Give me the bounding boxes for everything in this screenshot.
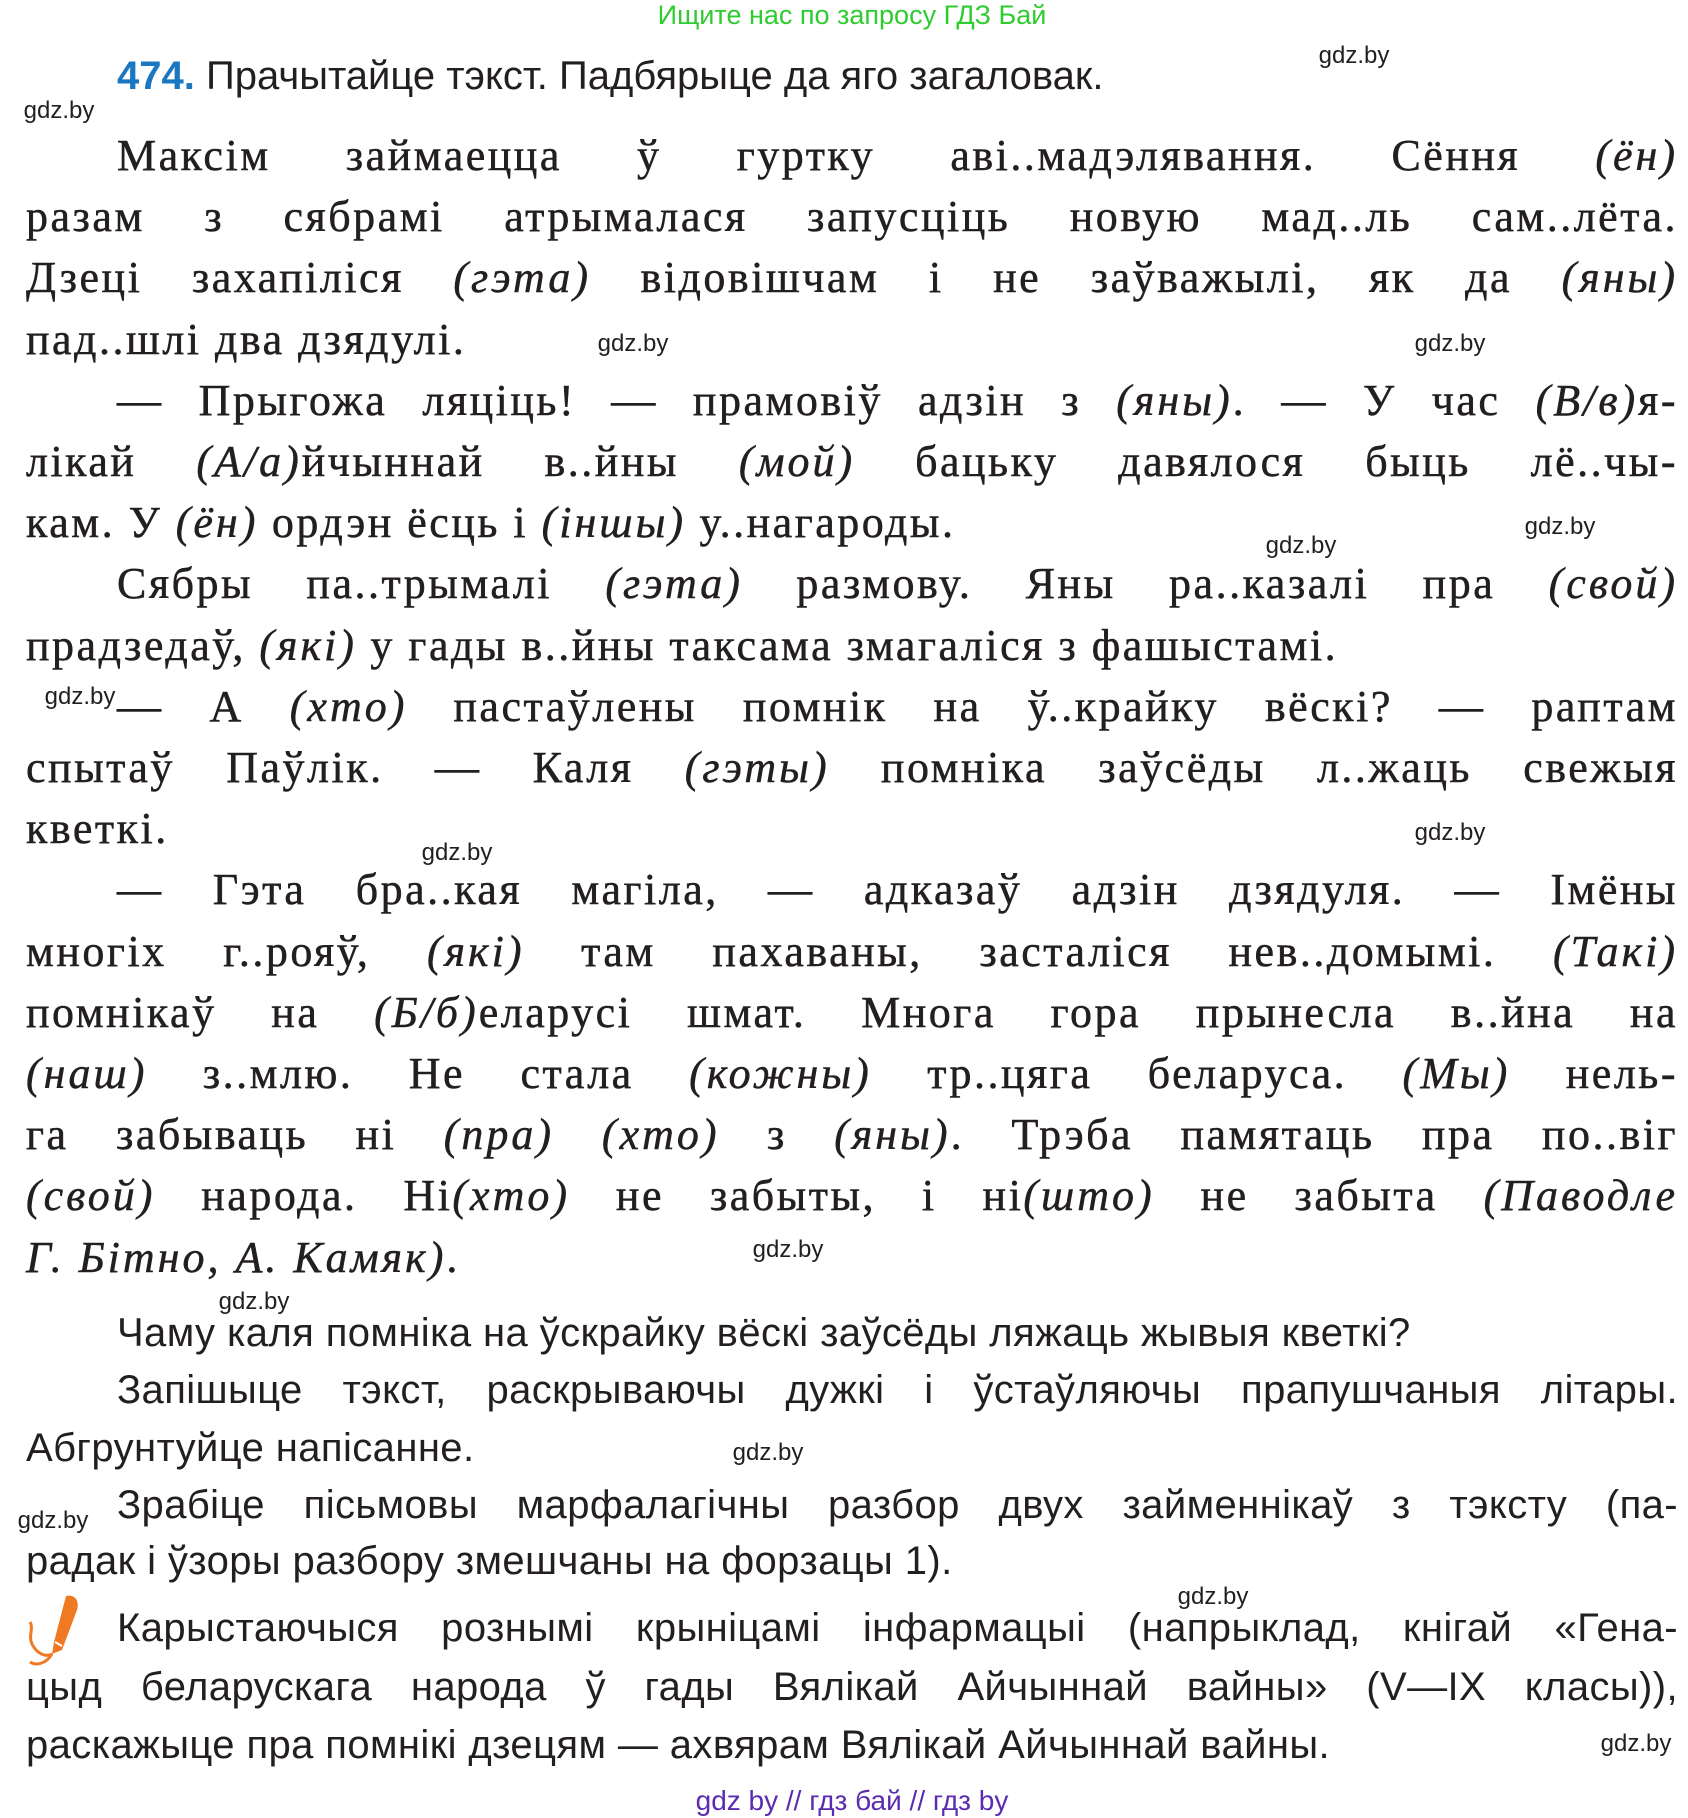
text-segment: з — [719, 1110, 835, 1160]
text-segment: кам. У — [26, 498, 176, 548]
text-segment: га забываць ні — [26, 1110, 444, 1160]
bracket-word: (пра) (хто) — [443, 1110, 720, 1160]
text-segment: прадзедаў, — [26, 620, 260, 670]
watermark: gdz.by — [597, 330, 669, 357]
text-line — [26, 252, 1678, 312]
bracket-word: Г. Бітно, А. Камяк) — [26, 1232, 447, 1282]
text-segment: не забыты, і ні — [570, 1171, 1024, 1221]
watermark: gdz.by — [421, 839, 493, 866]
text-segment: Максім займаецца ў гуртку аві..мадэлявання. Сёння — [117, 131, 1596, 180]
bracket-word: (яны) — [1561, 253, 1678, 303]
text-segment: лікай — [26, 437, 197, 486]
task-line: Запішыце тэкст, раскрываючы дужкі і ўстаўляючы прапушчаныя літары. — [117, 1368, 1678, 1412]
bracket-word: (кожны) — [689, 1049, 872, 1098]
task-line: цыд беларускага народа ў гады Вялікай Айчыннай вайны» (V—IX класы)), — [26, 1665, 1678, 1709]
watermark: gdz.by — [1524, 513, 1596, 540]
watermark: gdz.by — [44, 683, 116, 710]
bracket-word: (што) — [1023, 1171, 1155, 1221]
bracket-word: (Б/б) — [374, 987, 479, 1037]
text-segment: пад..шлі два дзядулі. — [26, 314, 467, 364]
bracket-word: (іншы) — [541, 498, 687, 548]
top-search-hint[interactable]: Ищите нас по запросу ГДЗ Бай — [657, 0, 1047, 30]
exercise-instruction: Прачытайце тэкст. Падбярыце да яго загаловак. — [205, 54, 1104, 98]
bracket-word: (хто) — [452, 1171, 570, 1221]
task-line: Зрабіце пісьмовы марфалагічны разбор двух займеннікаў з тэксту (па- — [117, 1483, 1678, 1527]
watermark: gdz.by — [17, 1507, 89, 1534]
text-segment: помніка заўсёды л..жаць свежыя — [829, 743, 1678, 792]
bracket-word: (Такі) — [1553, 926, 1678, 976]
pen-icon — [22, 1592, 92, 1672]
text-segment: размову. Яны ра..казалі пра — [742, 559, 1549, 609]
text-segment: бацьку давялося быць лё..чы- — [855, 437, 1679, 486]
bracket-word: (наш) — [26, 1049, 148, 1098]
text-line — [26, 1232, 1678, 1292]
text-segment: — Прыгожа ляціць! — прамовіў адзін з — [117, 375, 1117, 425]
bracket-word: (які) — [259, 620, 357, 670]
text-segment: — Гэта бра..кая магіла, — адказаў адзін дзядуля. — Імёны — [117, 865, 1678, 915]
watermark: gdz.by — [1600, 1730, 1672, 1757]
bracket-word: (мой) — [738, 437, 856, 486]
text-segment: народа. Ні — [155, 1171, 453, 1221]
bracket-word: (яны) — [834, 1110, 951, 1160]
text-segment: многіх г..рояў, — [26, 926, 427, 976]
text-segment: помнікаў на — [26, 987, 375, 1037]
bracket-word: (В/в) — [1535, 375, 1639, 425]
text-segment: не забыта — [1154, 1171, 1484, 1221]
text-segment: кветкі. — [26, 804, 169, 854]
text-line — [26, 742, 1678, 802]
bracket-word: (гэты) — [684, 743, 830, 792]
bracket-word: (гэта) — [453, 253, 591, 303]
text-line — [26, 620, 1678, 680]
text-segment: тр..цяга беларуса. — [871, 1049, 1403, 1098]
bracket-word: (хто) — [289, 681, 408, 731]
text-segment: — А — [117, 681, 290, 731]
text-segment: Сябры па..трымалі — [117, 559, 606, 609]
watermark: gdz.by — [23, 97, 95, 124]
task-line: Абгрунтуйце напісанне. — [26, 1426, 475, 1470]
text-segment: спытаў Паўлік. — Каля — [26, 743, 685, 792]
watermark: gdz.by — [1414, 330, 1486, 357]
text-line — [117, 130, 1678, 190]
text-segment: нель- — [1510, 1049, 1678, 1098]
text-line — [26, 497, 1678, 557]
text-line — [117, 864, 1678, 924]
text-segment: відовішчам і не заўважылі, як да — [590, 253, 1562, 303]
text-segment: . — У час — [1232, 375, 1536, 425]
text-segment: Дзеці захапіліся — [26, 253, 454, 303]
text-segment: разам з сябрамі атрымалася запусціць новую мад..ль сам..лёта. — [26, 192, 1678, 242]
watermark: gdz.by — [218, 1288, 290, 1315]
text-segment: еларусі шмат. Многа гора прынесла в..йна на — [478, 987, 1678, 1037]
watermark: gdz.by — [752, 1236, 824, 1263]
bracket-word: (ён) — [1595, 131, 1678, 180]
watermark: gdz.by — [732, 1439, 804, 1466]
exercise-number: 474. — [117, 54, 195, 98]
footer-links[interactable]: gdz by // гдз бай // гдз by — [695, 1785, 1009, 1816]
text-line — [26, 436, 1678, 496]
text-line — [26, 191, 1678, 251]
text-segment: пастаўлены помнік на ў..крайку вёскі? — раптам — [407, 681, 1678, 731]
text-line — [117, 375, 1678, 435]
text-line — [117, 681, 1678, 741]
exercise-header — [117, 50, 1104, 102]
text-segment: з..млю. Не стала — [147, 1049, 690, 1098]
bracket-word: (гэта) — [605, 559, 743, 609]
text-line — [117, 558, 1678, 618]
task-line: радак і ўзоры разбору змешчаны на форзацы 1). — [26, 1539, 953, 1583]
task-line: Карыстаючыся рознымі крыніцамі інфармацыі (напрыклад, кнігай «Гена- — [117, 1606, 1678, 1650]
bracket-word: (які) — [426, 926, 525, 976]
text-segment: у гады в..йны таксама змагаліся з фашыстамі. — [356, 620, 1339, 670]
task-line: раскажыце пра помнікі дзецям — ахвярам Вялікай Айчыннай вайны. — [26, 1723, 1331, 1767]
watermark: gdz.by — [1318, 42, 1390, 69]
bracket-word: (Паводле — [1483, 1171, 1678, 1221]
text-line — [26, 1109, 1678, 1169]
watermark: gdz.by — [1265, 532, 1337, 559]
text-line — [26, 926, 1678, 986]
bracket-word: (ён) — [175, 498, 259, 548]
bracket-word: (свой) — [26, 1171, 156, 1221]
text-line — [26, 987, 1678, 1047]
bracket-word: (Мы) — [1402, 1049, 1511, 1098]
bracket-word: (А/а) — [196, 437, 302, 486]
text-segment: у..нагароды. — [686, 498, 956, 548]
bracket-word: (яны) — [1116, 375, 1233, 425]
text-segment: . Трэба памятаць пра по..віг — [950, 1110, 1678, 1160]
task-line: Чаму каля помніка на ўскрайку вёскі заўсёды ляжаць жывыя кветкі? — [117, 1311, 1411, 1355]
text-segment: йчыннай в..йны — [301, 437, 739, 486]
text-line — [26, 1048, 1678, 1108]
text-line — [26, 1170, 1678, 1230]
watermark: gdz.by — [1414, 819, 1486, 846]
text-segment: . — [446, 1232, 460, 1282]
text-segment: я- — [1638, 375, 1678, 425]
text-segment: ордэн ёсць і — [258, 498, 542, 548]
text-segment: там пахаваны, засталіся нев..домымі. — [524, 926, 1553, 976]
bracket-word: (свой) — [1548, 559, 1678, 609]
watermark: gdz.by — [1177, 1583, 1249, 1610]
